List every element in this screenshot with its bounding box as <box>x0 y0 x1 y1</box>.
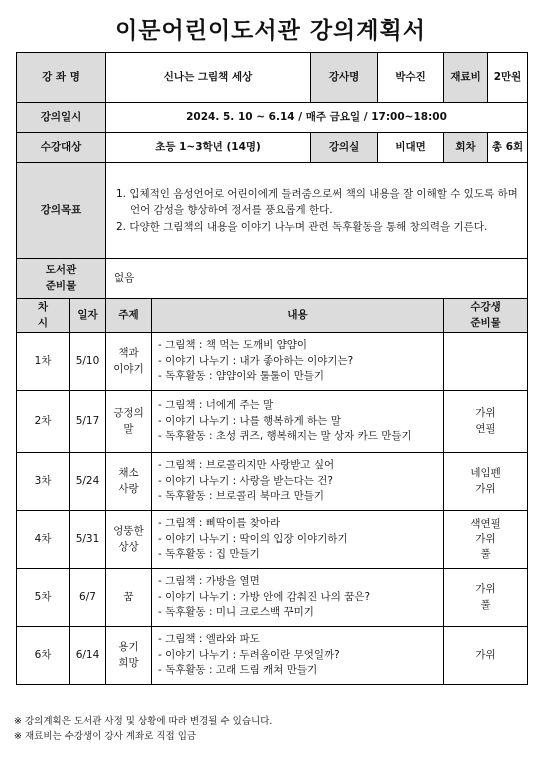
session-number: 5차 <box>17 569 70 627</box>
target-value: 초등 1~3학년 (14명) <box>106 133 311 163</box>
fee-label: 재료비 <box>444 53 488 102</box>
header-session <box>17 299 70 333</box>
sessions-label: 회차 <box>444 133 488 162</box>
session-date: 6/7 <box>70 569 106 627</box>
session-prep <box>444 627 528 685</box>
session-date: 5/10 <box>70 333 106 391</box>
document-title: 이문어린이도서관 강의계획서 <box>115 18 426 44</box>
session-prep <box>444 453 528 511</box>
goal-item: 2. 다양한 그림책의 내용을 이야기 나누며 관련 독후활동을 통해 창의력을 기른다. <box>116 220 488 233</box>
session-topic-line: 사랑 <box>118 482 139 495</box>
session-prep-item: 색연필 <box>470 517 501 530</box>
library-prep-label-line: 준비물 <box>45 279 77 292</box>
session-topic-line: 엉뚱한 <box>113 525 144 538</box>
session-prep-item: 풀 <box>480 548 491 561</box>
session-topic-line: 책과 <box>118 347 139 360</box>
session-prep-item: 가위 <box>475 583 496 596</box>
session-content-line: - 그림책 : 삐딱이를 찾아라 <box>158 516 281 529</box>
fee-value: 2만원 <box>493 70 522 83</box>
session-content <box>152 333 444 391</box>
library-prep-value: 없음 <box>106 259 528 299</box>
session-content-line: - 독후활동 : 집 만들기 <box>158 548 260 561</box>
session-topic-line: 용기 <box>118 641 139 654</box>
session-row <box>17 511 528 569</box>
session-content-line: - 독후활동 : 미니 크로스백 꾸미기 <box>158 606 314 619</box>
session-prep-item: 가위 <box>475 482 496 495</box>
header-session-line: 차 <box>37 301 49 314</box>
session-content-line: - 이야기 나누기 : 가방 안에 감춰진 나의 꿈은? <box>158 590 371 603</box>
session-row <box>17 391 528 453</box>
session-prep-item: 가위 <box>475 532 496 545</box>
session-content-line: - 그림책 : 브로콜리지만 사랑받고 싶어 <box>158 458 335 471</box>
session-prep-item: 풀 <box>480 598 491 611</box>
session-row <box>17 569 528 627</box>
session-content-line: - 이야기 나누기 : 두려움이란 무엇일까? <box>158 648 340 661</box>
header-date: 일자 <box>70 299 106 333</box>
session-content <box>152 511 444 569</box>
session-topic <box>106 391 152 453</box>
session-topic-line: 꿈 <box>123 590 134 603</box>
session-content <box>152 627 444 685</box>
session-content-line: - 그림책 : 책 먹는 도깨비 얌얌이 <box>158 338 308 351</box>
header-content: 내용 <box>152 299 444 333</box>
session-content-line: - 이야기 나누기 : 내가 좋아하는 이야기는? <box>158 354 354 367</box>
session-prep-item: 가위 <box>475 407 496 420</box>
lecture-plan-table <box>16 52 528 685</box>
session-prep-item: 가위 <box>475 648 496 661</box>
date-label: 강의일시 <box>17 103 106 133</box>
session-row <box>17 453 528 511</box>
session-prep <box>444 569 528 627</box>
session-content-line: - 그림책 : 가방을 열면 <box>158 574 260 587</box>
sessions-value: 총 6회 <box>491 140 524 153</box>
session-content-line: - 이야기 나누기 : 딱이의 입장 이야기하기 <box>158 532 348 545</box>
session-topic-line: 상상 <box>118 540 139 553</box>
session-topic <box>106 627 152 685</box>
session-topic-line: 희망 <box>118 656 139 669</box>
session-content-line: - 독후활동 : 고래 드림 캐쳐 만들기 <box>158 664 318 677</box>
session-topic <box>106 453 152 511</box>
room-label: 강의실 <box>311 133 378 163</box>
session-content <box>152 453 444 511</box>
session-row <box>17 627 528 685</box>
session-content <box>152 569 444 627</box>
session-row <box>17 333 528 391</box>
session-prep <box>444 391 528 453</box>
session-date: 6/14 <box>70 627 106 685</box>
session-prep <box>444 333 528 391</box>
session-topic-line: 채소 <box>118 467 139 480</box>
course-label: 강 좌 명 <box>17 53 106 103</box>
header-session-line: 시 <box>37 316 49 329</box>
session-content-line: - 독후활동 : 초성 퀴즈, 행복해지는 말 상자 카드 만들기 <box>158 430 412 443</box>
session-number: 2차 <box>17 391 70 453</box>
header-prep-line: 수강생 <box>470 301 501 314</box>
header-topic: 주제 <box>106 299 152 333</box>
session-date: 5/17 <box>70 391 106 453</box>
session-content-line: - 그림책 : 너에게 주는 말 <box>158 398 274 411</box>
session-content-line: - 이야기 나누기 : 사랑을 받는다는 건? <box>158 474 333 487</box>
target-label: 수강대상 <box>17 133 106 163</box>
session-topic <box>106 511 152 569</box>
session-date: 5/24 <box>70 453 106 511</box>
session-number: 3차 <box>17 453 70 511</box>
session-prep-item: 네임펜 <box>470 467 501 480</box>
session-topic <box>106 569 152 627</box>
library-prep-label-line: 도서관 <box>45 264 77 277</box>
session-content-line: - 독후활동 : 브로콜리 북마크 만들기 <box>158 490 325 503</box>
fee-cell <box>444 53 528 103</box>
goal-content <box>106 163 528 259</box>
note-item: ※ 재료비는 수강생이 강사 계좌로 직접 입금 <box>14 730 197 742</box>
session-topic-line: 말 <box>123 422 134 435</box>
session-number: 1차 <box>17 333 70 391</box>
session-topic-line: 이야기 <box>113 362 144 375</box>
room-value: 비대면 <box>378 133 444 163</box>
session-content-line: - 독후활동 : 얌얌이와 툴툴이 만들기 <box>158 370 325 383</box>
notes <box>14 715 272 744</box>
session-number: 4차 <box>17 511 70 569</box>
session-content-line: - 그림책 : 엘라와 파도 <box>158 632 260 645</box>
session-topic <box>106 333 152 391</box>
course-value: 신나는 그림책 세상 <box>106 53 311 103</box>
session-prep <box>444 511 528 569</box>
instructor-label: 강사명 <box>311 53 378 103</box>
session-topic-line: 긍정의 <box>113 407 144 420</box>
session-number: 6차 <box>17 627 70 685</box>
session-content <box>152 391 444 453</box>
header-prep-line: 준비물 <box>470 316 501 329</box>
instructor-value: 박수진 <box>378 53 444 103</box>
goal-item: 1. 입체적인 음성언어로 어린이에게 들려줌으로써 책의 내용을 잘 이해할 수 있도록 하며 언어 감성을 향상하여 정서를 풍요롭게 한다. <box>116 188 518 217</box>
session-date: 5/31 <box>70 511 106 569</box>
date-value: 2024. 5. 10 ~ 6.14 / 매주 금요일 / 17:00~18:00 <box>106 103 528 133</box>
library-prep-label <box>17 259 106 299</box>
note-item: ※ 강의계획은 도서관 사정 및 상황에 따라 변경될 수 있습니다. <box>14 716 273 727</box>
session-prep-item: 연필 <box>475 422 496 435</box>
sessions-cell <box>444 133 528 163</box>
header-prep <box>444 299 528 333</box>
session-content-line: - 이야기 나누기 : 나를 행복하게 하는 말 <box>158 414 341 427</box>
goal-label: 강의목표 <box>17 163 106 259</box>
